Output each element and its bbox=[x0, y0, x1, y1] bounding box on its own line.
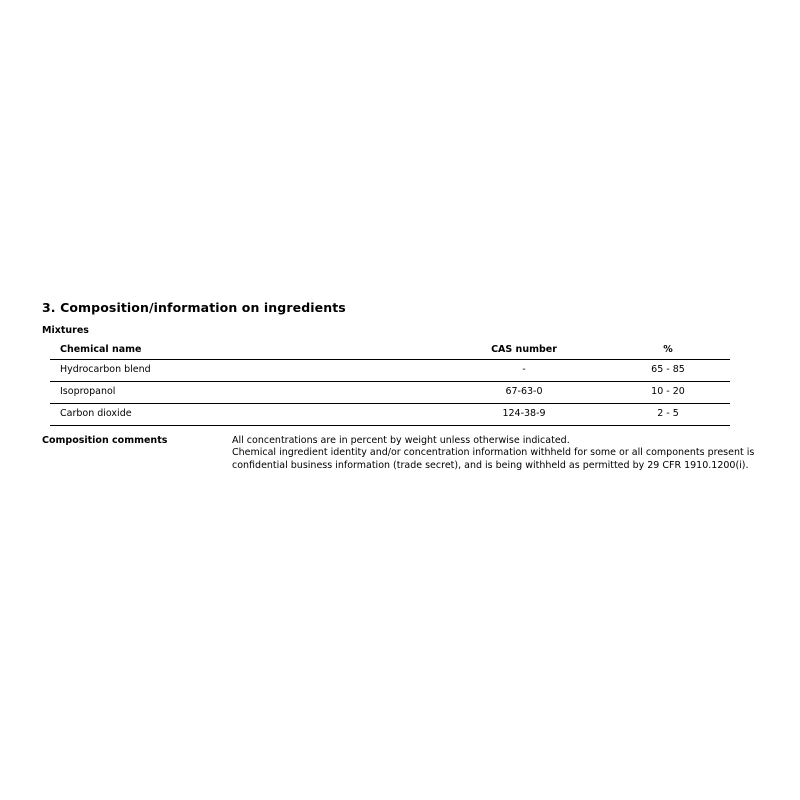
composition-comments-label: Composition comments bbox=[42, 434, 168, 446]
cell-percent: 10 - 20 bbox=[606, 382, 730, 404]
column-header-percent: % bbox=[606, 340, 730, 359]
cell-percent: 65 - 85 bbox=[606, 360, 730, 382]
table-row bbox=[50, 382, 730, 404]
cell-cas-number: - bbox=[442, 360, 606, 382]
table-header-row bbox=[50, 340, 730, 359]
page-title: 3. Composition/information on ingredients bbox=[42, 300, 346, 315]
composition-comments-line-2: Chemical ingredient identity and/or concentration information withheld for some or all components present is confidential business information (trade secret), and is being withheld as permitted by 29 CFR 1910.1200(i). bbox=[232, 447, 755, 471]
cell-cas-number: 67-63-0 bbox=[442, 382, 606, 404]
mixtures-heading: Mixtures bbox=[42, 325, 89, 336]
cell-cas-number: 124-38-9 bbox=[442, 404, 606, 426]
table-header bbox=[50, 340, 730, 359]
column-header-cas-number: CAS number bbox=[442, 340, 606, 359]
cell-chemical-name: Isopropanol bbox=[50, 382, 442, 404]
table-row bbox=[50, 360, 730, 382]
composition-comments bbox=[42, 435, 758, 473]
cell-chemical-name: Carbon dioxide bbox=[50, 404, 442, 426]
composition-comments-line-1: All concentrations are in percent by weight unless otherwise indicated. bbox=[232, 434, 570, 446]
composition-section bbox=[42, 300, 758, 472]
table-body bbox=[50, 360, 730, 426]
cell-chemical-name: Hydrocarbon blend bbox=[50, 360, 442, 382]
column-header-chemical-name: Chemical name bbox=[50, 340, 442, 359]
cell-percent: 2 - 5 bbox=[606, 404, 730, 426]
ingredients-table bbox=[50, 340, 730, 426]
table-row bbox=[50, 404, 730, 426]
composition-comments-body bbox=[232, 435, 758, 473]
